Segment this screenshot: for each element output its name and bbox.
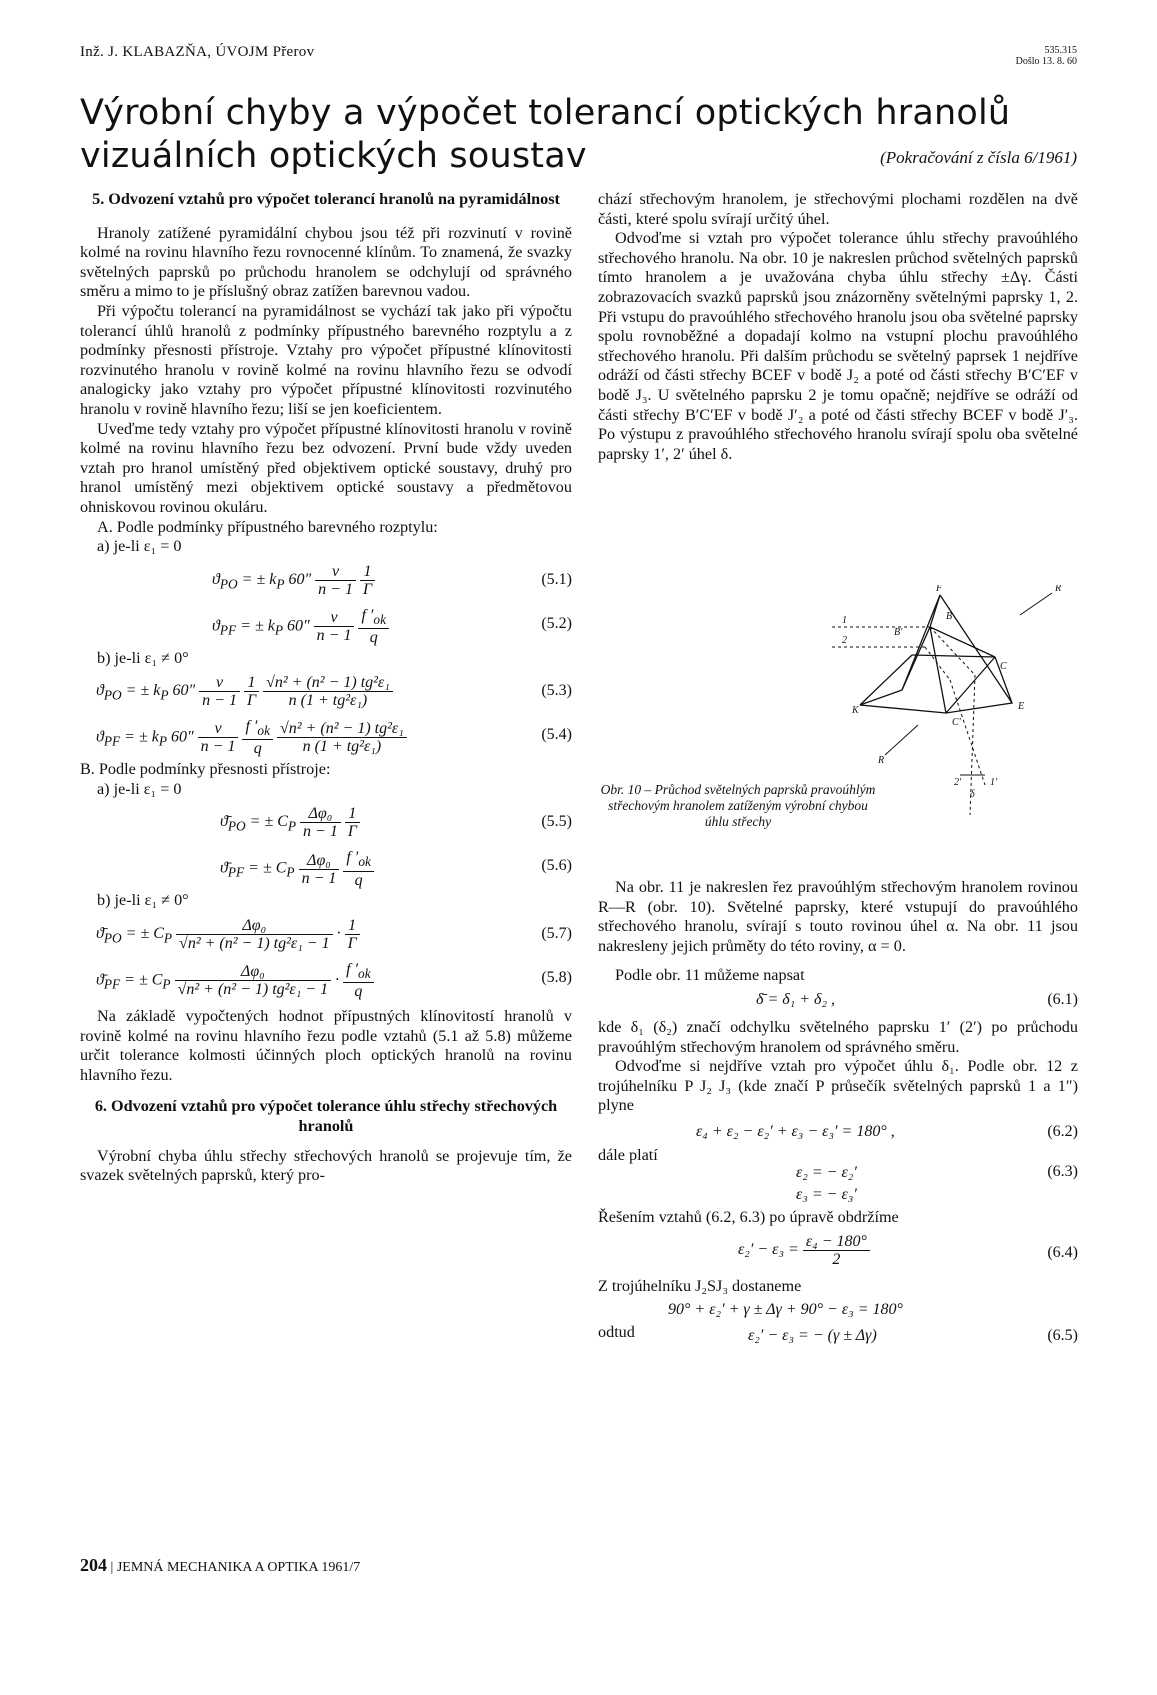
point-label: C′ (952, 717, 961, 728)
equation-number: (6.5) (1047, 1327, 1078, 1345)
section-line-r-bottom (885, 725, 918, 755)
equation-6-5a: 90° + ε₂′ + γ ± Δγ + 90° − ε₃ = 180° (668, 1300, 903, 1318)
right-column-top (598, 190, 1078, 464)
page-number: 204 (80, 1555, 107, 1575)
equation-number: (6.1) (1047, 990, 1078, 1008)
equation-6-5: ε₂′ − ε₃ = − (γ ± Δγ) (6.5) (748, 1327, 1078, 1345)
journal-name: JEMNÁ MECHANIKA A OPTIKA 1961/7 (116, 1560, 361, 1575)
case-label: b) je-li ε₁ ≠ 0° (97, 648, 189, 667)
point-label: E (1018, 701, 1025, 712)
equation-5-3: $ϑ_{PO}$ = ± $k_P$ 60″ $\frac{\nu}{n - 1}$ $\frac{1}{\Gamma}$ $\frac{\text{√n² + (n² − 1) tg²ε₁}}{\text{n (1 + tg²ε₁)}}$ (5.3) (96, 674, 572, 710)
paragraph: Na základě vypočtených hodnot přípustných klínovitostí hranolů v rovině kolmé na rovinu hlavního řezu podle vztahů (5.1 až 5.8) můžeme určit tolerance kolmosti účinných ploch optických hranolů na rovinu hlavního řezu. (80, 1007, 572, 1084)
point-label: R (1055, 585, 1062, 594)
equation-5-6: $ϑ̄_{PF}$ = ± $C_P$ $\frac{\text{Δφ₀}}{n - 1}$ $\frac{f '_{ok}}{q}$ (5.6) (220, 849, 572, 889)
ray-label: 2′ (954, 777, 962, 788)
point-label: B (946, 611, 953, 622)
equation-number: (5.1) (541, 570, 572, 588)
equation-6-2: ε₄ + ε₂ − ε₂′ + ε₃ − ε₃′ = 180° , (6.2) (696, 1122, 1078, 1140)
equation-number: (6.3) (1047, 1162, 1078, 1180)
right-column-bottom (598, 878, 1078, 1348)
section-6-heading: 6. Odvození vztahů pro výpočet tolerance úhlu střechy střechových hranolů (94, 1097, 558, 1136)
continuation-note: (Pokračování z čísla 6/1961) (880, 148, 1077, 167)
paragraph: Na obr. 11 je nakreslen řez pravoúhlým střechovým hranolem rovinou R—R (obr. 10). Světelné paprsky, které vstupují do pravoúhlého střechového hranolu, svírají s touto rovinou úhel α. Na obr. 11 jsou nakresleny jejich průměty do této roviny, α = 0. (598, 878, 1078, 955)
text-dale: dále platí (598, 1145, 658, 1164)
equation-number: (6.4) (1047, 1244, 1078, 1262)
equation-number: (5.3) (541, 682, 572, 700)
ray-label: 2 (842, 635, 847, 646)
angle-label: δ (970, 789, 975, 800)
equation-5-7: $ϑ̄_{PO}$ = ± $C_P$ $\frac{\text{Δφ₀}}{\text{√n² + (n² − 1) tg²ε₁ − 1}}$ · $\frac{1}{\Gamma}$ (5.7) (96, 917, 572, 953)
equation-5-4: $ϑ_{PF}$ = ± $k_P$ 60″ $\frac{\nu}{n - 1}$ $\frac{f '_{ok}}{q}$ $\frac{\text{√n² + (n² − 1) tg²ε₁}}{\text{n (1 + tg²ε₁)}}$ (5.4) (96, 718, 572, 758)
equation-number: (5.4) (541, 726, 572, 744)
ray-label: 1′ (990, 777, 998, 788)
point-label: C (1000, 661, 1007, 672)
case-label: b) je-li ε₁ ≠ 0° (97, 891, 189, 910)
point-label: B′ (894, 627, 903, 638)
equation-6-1: δ̄ = δ₁ + δ₂ , (6.1) (756, 990, 1078, 1008)
paragraph: Z trojúhelníku J₂SJ₃ dostaneme (598, 1277, 802, 1296)
page-footer (80, 1555, 360, 1576)
paragraph: chází střechovým hranolem, je střechovými plochami rozdělen na dvě části, které spolu svírají určitý úhel. (598, 190, 1078, 228)
case-label: a) je-li ε₁ = 0 (97, 537, 182, 556)
paragraph: Odvoďme si nejdříve vztah pro výpočet úhlu δ₁. Podle obr. 12 z trojúhelníku P J₂ J₃ (kde značí P průsečík světelných paprsků 1 a 1″) plyne (598, 1057, 1078, 1115)
prism-outline (860, 595, 1012, 713)
figure-caption: Obr. 10 – Průchod světelných paprsků pravoúhlým střechovým hranolem zatíženým výrobní chybou úhlu střechy (600, 782, 876, 829)
footer-divider: | (110, 1560, 117, 1575)
equation-5-8: $ϑ̄_{PF}$ = ± $C_P$ $\frac{\text{Δφ₀}}{\text{√n² + (n² − 1) tg²ε₁ − 1}}$ · $\frac{f '_{ok}}{q}$ (5.8) (96, 961, 572, 1001)
equation-6-3: ε₂ = − ε₂′ ε₃ = − ε₃′ (6.3) (796, 1162, 1078, 1203)
equation-number: (5.8) (541, 969, 572, 987)
paragraph: kde δ₁ (δ₂) značí odchylku světelného paprsku 1′ (2′) po průchodu pravoúhlým střechovým hranolem od správného směru. (598, 1017, 1078, 1056)
left-column (80, 190, 572, 1186)
equation-6-4: ε₂′ − ε₃ = $\frac{\text{ε₄ − 180°}}{2}$ (6.4) (738, 1233, 1078, 1269)
point-label: F (936, 585, 943, 594)
article-meta (1016, 45, 1077, 67)
condition-b-heading: B. Podle podmínky přesnosti přístroje: (80, 760, 331, 779)
equation-number: (5.7) (541, 925, 572, 943)
equation-number: (6.2) (1047, 1122, 1078, 1140)
equation-number: (5.6) (541, 857, 572, 875)
paragraph: Podle obr. 11 můžeme napsat (615, 966, 805, 985)
condition-a-heading: A. Podle podmínky přípustného barevného rozptylu: (97, 517, 438, 536)
ray-label: 1 (842, 615, 847, 626)
equation-5-2: $ϑ_{PF}$ = ± $k_P$ 60″ $\frac{\nu}{n - 1}$ $\frac{f '_{ok}}{q}$ (5.2) (212, 606, 572, 646)
received-date: Došlo 13. 8. 60 (1015, 56, 1077, 67)
text-odtud: odtud (598, 1322, 635, 1341)
paragraph: Hranoly zatížené pyramidální chybou jsou též při rozvinutí v rovině kolmé na rovinu hlavního řezu rovnocenné klínům. To znamená, že svazky světelných paprsků po průchodu hranolem se odchylují od správného směru a mimo to je příslušný obraz zatížen barevnou vadou. (80, 223, 572, 301)
equation-number: (5.5) (541, 813, 572, 831)
paragraph: Výrobní chyba úhlu střechy střechových hranolů se projevuje tím, že svazek světelných paprsků, který pro- (80, 1146, 572, 1185)
case-label: a) je-li ε₁ = 0 (97, 779, 182, 798)
article-title: Výrobní chyby a výpočet tolerancí optických hranolů vizuálních optických soustav (80, 93, 1011, 176)
author-line: Inž. J. KLABAZŇA, ÚVOJM Přerov (80, 44, 315, 60)
point-label: K (852, 705, 859, 716)
point-label: R (878, 755, 885, 766)
udc-code: 535.315 (1044, 45, 1077, 56)
equation-5-1: $ϑ_{PO}$ = ± $k_P$ 60″ $\frac{\nu}{n - 1}$ $\frac{1}{\Gamma}$ (5.1) (212, 562, 572, 598)
paragraph: Řešením vztahů (6.2, 6.3) po úpravě obdržíme (598, 1207, 899, 1226)
paragraph: Při výpočtu tolerancí na pyramidálnost se vychází tak jako při výpočtu tolerancí úhlů hranolů z podmínky přípustného barevného rozptylu a z podmínky přesnosti přístroje. Vztahy pro výpočet přípustné klínovitosti rozvinutého hranolu v rovině kolmé na rovinu hlavního řezu se odvodí analogicky jako vztahy pro výpočet přípustné klínovitosti rozvinutého hranolu v rovině hlavního řezu; liší se jen koeficientem. (80, 301, 572, 418)
paragraph: Uveďme tedy vztahy pro výpočet přípustné klínovitosti hranolu v rovině kolmé na rovinu hlavního řezu bez odvození. První bude vždy uveden vztah pro hranol umístěný před objektivem optické soustavy, druhý pro hranol umístěný mezi objektivem optické soustavy a předmětovou ohniskovou rovinou okuláru. (80, 419, 572, 516)
equation-5-5: $ϑ̄_{PO}$ = ± $C_P$ $\frac{\text{Δφ₀}}{n - 1}$ $\frac{1}{\Gamma}$ (5.5) (220, 805, 572, 841)
section-5-heading: 5. Odvození vztahů pro výpočet tolerancí hranolů na pyramidálnost (92, 190, 560, 208)
paragraph: Odvoďme si vztah pro výpočet tolerance úhlu střechy pravoúhlého střechového hranolu. Na obr. 10 je nakreslen průchod světelných paprsků tímto hranolem a je uvažována chyba úhlu střechy ±Δγ. Části zobrazovacích svazků paprsků jsou znázorněny světelnými paprsky 1, 2. Při vstupu do pravoúhlého střechového hranolu jsou oba světelné paprsky spolu rovnoběžné a dopadají kolmo na vstupní plochu pravoúhlého střechového hranolu. Při dalším průchodu se světelný paprsek 1 nejdříve odráží od části střechy BCEF v bodě J₂ a poté od části střechy B′C′EF v bodě J₃. U světelného paprsku 2 je tomu opačně; nejdříve se odráží od části střechy B′C′EF v bodě J′₂ a poté od části střechy BCEF v bodě J′₃. Po výstupu z pravoúhlého střechového hranolu svírají spolu oba světelné paprsky 1′, 2′ úhel δ. (598, 229, 1078, 463)
section-line-r-top (1020, 593, 1052, 615)
equation-number: (5.2) (541, 614, 572, 632)
